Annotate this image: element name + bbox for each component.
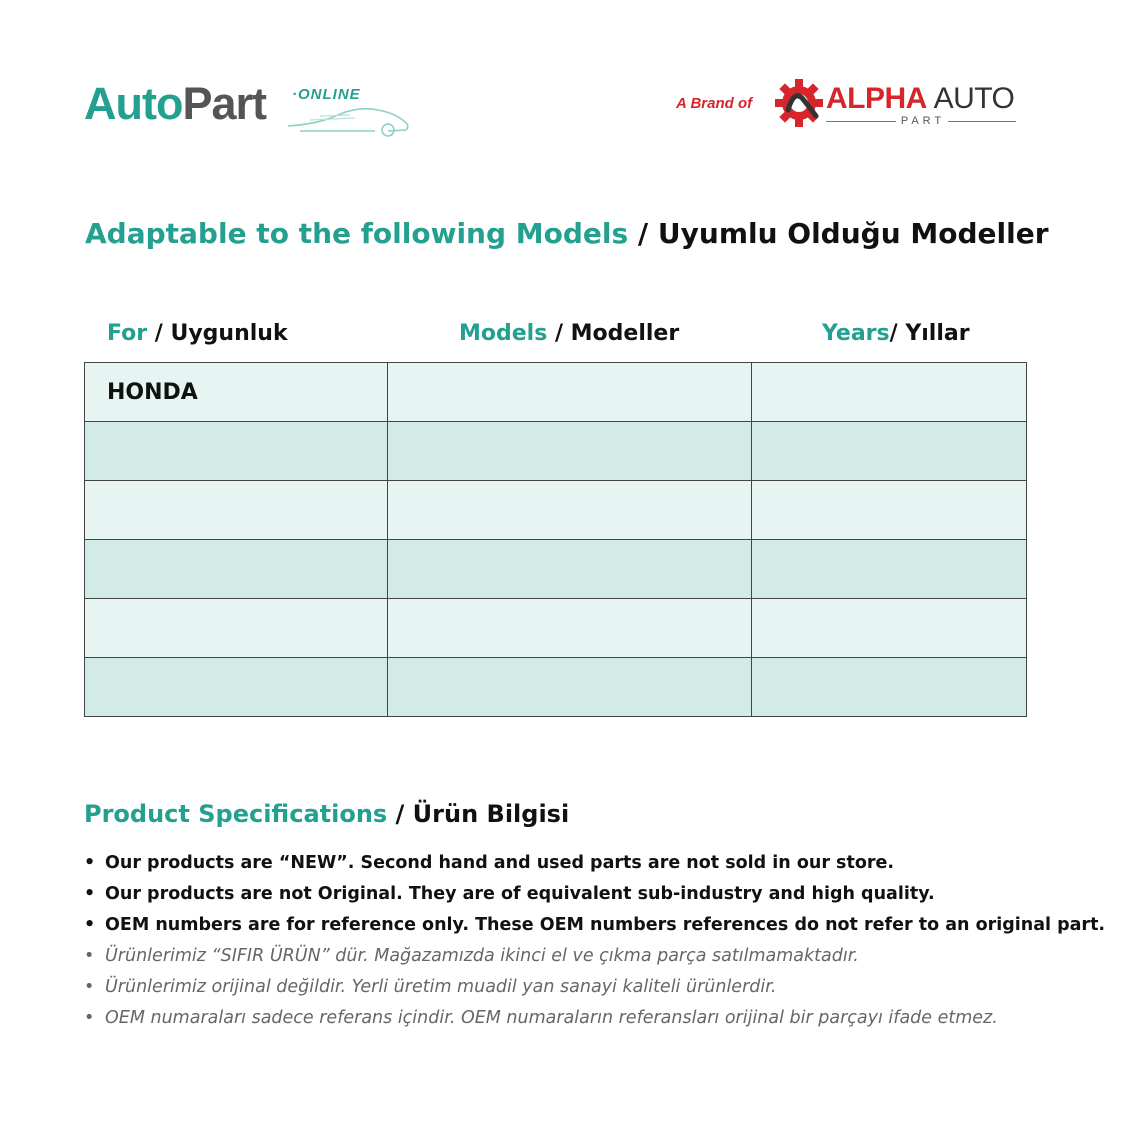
list-item: • OEM numaraları sadece referans içindir. OEM numaraların referansları orijinal bir parçayı ifade etmez. [84, 1003, 1084, 1034]
column-header-models-en: Models [459, 321, 548, 346]
column-header-models-tr: / Modeller [547, 321, 680, 346]
table-cell-years [752, 481, 1027, 540]
table-row [85, 599, 1027, 658]
models-title-tr: / Uyumlu Olduğu Modeller [628, 217, 1049, 250]
specs-title-tr: / Ürün Bilgisi [387, 800, 570, 828]
column-header-years [822, 321, 970, 346]
table-cell-model [388, 481, 752, 540]
column-header-for [107, 321, 288, 346]
alpha-auto-part-logo [676, 76, 1026, 136]
table-cell-model [388, 363, 752, 422]
table-cell-model [388, 540, 752, 599]
table-row [85, 481, 1027, 540]
table-row [85, 658, 1027, 717]
specs-section-title [84, 800, 569, 828]
list-item: • Ürünlerimiz “SIFIR ÜRÜN” dür. Mağazamızda ikinci el ve çıkma parça satılmamaktadır. [84, 941, 1084, 972]
list-item: • Ürünlerimiz orijinal değildir. Yerli üretim muadil yan sanayi kaliteli ürünlerdir. [84, 972, 1084, 1003]
autopart-online-logo [84, 78, 424, 148]
gear-alpha-icon [772, 76, 826, 130]
table-cell-years [752, 540, 1027, 599]
column-header-models [459, 321, 679, 346]
specs-title-en: Product Specifications [84, 800, 388, 828]
table-row [85, 540, 1027, 599]
logo-online-suffix: ·ONLINE [292, 86, 361, 103]
models-section-title [85, 217, 1049, 250]
logo-word-auto: Auto [84, 78, 183, 129]
column-header-years-tr: / Yıllar [889, 321, 970, 346]
car-silhouette-icon [280, 96, 415, 138]
table-cell-make [85, 658, 388, 717]
table-cell-make [85, 540, 388, 599]
column-header-for-tr: / Uygunluk [147, 321, 288, 346]
list-item: • OEM numbers are for reference only. These OEM numbers references do not refer to an original part. [84, 910, 1084, 941]
column-header-years-en: Years [822, 321, 890, 346]
brand-of-tagline: A Brand of [676, 95, 753, 112]
specs-list [84, 848, 1106, 1034]
table-cell-years [752, 422, 1027, 481]
table-cell-make [85, 599, 388, 658]
table-cell-model [388, 422, 752, 481]
table-cell-model [388, 599, 752, 658]
part-subline [826, 116, 1016, 128]
table-cell-model [388, 658, 752, 717]
table-cell-years [752, 363, 1027, 422]
table-row [85, 363, 1027, 422]
table-cell-years [752, 599, 1027, 658]
models-table [84, 362, 1027, 717]
column-header-for-en: For [107, 321, 148, 346]
list-item: • Our products are “NEW”. Second hand and used parts are not sold in our store. [84, 848, 1084, 879]
alpha-word: ALPHA [826, 82, 926, 115]
auto-word: AUTO [933, 82, 1015, 115]
models-title-en: Adaptable to the following Models [85, 217, 629, 250]
part-word: PART [900, 115, 946, 127]
table-row [85, 422, 1027, 481]
list-item: • Our products are not Original. They are of equivalent sub-industry and high quality. [84, 879, 1084, 910]
logo-word-part: Part [182, 78, 267, 129]
table-cell-years [752, 658, 1027, 717]
table-cell-make [85, 422, 388, 481]
table-cell-make: HONDA [85, 363, 388, 422]
table-cell-make [85, 481, 388, 540]
alpha-auto-wordmark [826, 82, 1014, 116]
